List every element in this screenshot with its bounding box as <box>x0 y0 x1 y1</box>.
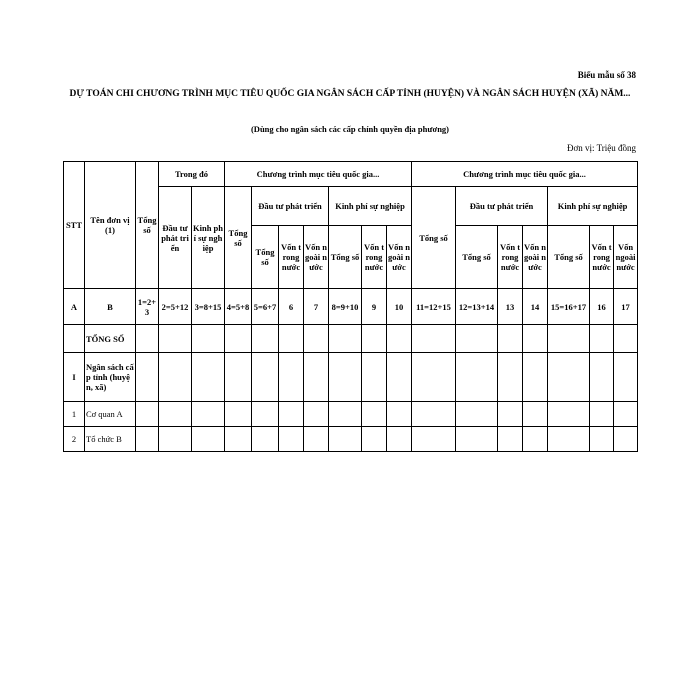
row-name: Cơ quan A <box>85 402 136 427</box>
header-p2-kp-von-trong-nuoc: Vốn trong nước <box>590 226 614 289</box>
index-cell: 7 <box>304 289 329 325</box>
index-cell: 8=9+10 <box>329 289 362 325</box>
document-subtitle: (Dùng cho ngân sách các cấp chính quyền địa phương) <box>250 124 450 134</box>
index-cell: 12=13+14 <box>456 289 498 325</box>
index-cell: 15=16+17 <box>548 289 590 325</box>
index-cell: 14 <box>523 289 548 325</box>
row-name: Ngân sách cấp tỉnh (huyện, xã) <box>85 353 136 402</box>
table-row-total <box>64 325 638 353</box>
index-cell: 4=5+8 <box>225 289 252 325</box>
header-p1-tong-so: Tổng số <box>225 187 252 289</box>
index-cell: 1=2+3 <box>136 289 159 325</box>
header-p1-kp-von-trong-nuoc: Vốn trong nước <box>362 226 387 289</box>
header-p2-dt-von-trong-nuoc: Vốn trong nước <box>498 226 523 289</box>
index-cell: 2=5+12 <box>159 289 192 325</box>
header-p2-dt-von-ngoai-nuoc: Vốn ngoài nước <box>523 226 548 289</box>
row-name: TỔNG SỐ <box>85 325 136 353</box>
index-cell: 5=6+7 <box>252 289 279 325</box>
index-cell: B <box>85 289 136 325</box>
index-cell: 16 <box>590 289 614 325</box>
header-row-1 <box>64 162 638 187</box>
index-cell: 11=12+15 <box>412 289 456 325</box>
header-p1-dt-von-ngoai-nuoc: Vốn ngoài nước <box>304 226 329 289</box>
header-program-1: Chương trình mục tiêu quốc gia... <box>225 162 412 187</box>
index-cell: A <box>64 289 85 325</box>
index-cell: 10 <box>387 289 412 325</box>
header-unit-name: Tên đơn vị (1) <box>85 162 136 289</box>
index-cell: 6 <box>279 289 304 325</box>
row-name: Tổ chức B <box>85 427 136 452</box>
header-program-2: Chương trình mục tiêu quốc gia... <box>412 162 638 187</box>
index-cell: 13 <box>498 289 523 325</box>
header-p2-dt-tong-so: Tổng số <box>456 226 498 289</box>
index-cell: 3=8+15 <box>192 289 225 325</box>
header-p2-kinh-phi: Kinh phí sự nghiệp <box>548 187 638 226</box>
header-total: Tổng số <box>136 162 159 289</box>
row-stt <box>64 325 85 353</box>
index-cell: 9 <box>362 289 387 325</box>
header-dau-tu: Đầu tư phát triển <box>159 187 192 289</box>
row-stt: I <box>64 353 85 402</box>
header-p1-dau-tu: Đầu tư phát triển <box>252 187 329 226</box>
index-cell: 17 <box>614 289 638 325</box>
header-p1-kinh-phi: Kinh phí sự nghiệp <box>329 187 412 226</box>
index-row <box>64 289 638 325</box>
header-p1-kp-von-ngoai-nuoc: Vốn ngoài nước <box>387 226 412 289</box>
table-row-organization-b <box>64 427 638 452</box>
budget-table <box>63 161 638 452</box>
header-kinh-phi: Kinh phí sự nghiệp <box>192 187 225 289</box>
unit-label: Đơn vị: Triệu đồng <box>566 143 636 153</box>
form-number: Biểu mẫu số 38 <box>577 70 636 80</box>
row-stt: 1 <box>64 402 85 427</box>
header-p1-kp-tong-so: Tổng số <box>329 226 362 289</box>
table-row-provincial <box>64 353 638 402</box>
header-stt: STT <box>64 162 85 289</box>
document-title: DỰ TOÁN CHI CHƯƠNG TRÌNH MỤC TIÊU QUỐC GIA NGÂN SÁCH CẤP TỈNH (HUYỆN) VÀ NGÂN SÁCH HUYỆN (XÃ) NĂM... <box>69 89 631 99</box>
header-p2-kp-von-ngoai-nuoc: Vốn ngoài nước <box>614 226 638 289</box>
header-p2-kp-tong-so: Tổng số <box>548 226 590 289</box>
header-p2-dau-tu: Đầu tư phát triển <box>456 187 548 226</box>
table-row-agency-a <box>64 402 638 427</box>
header-p1-dt-tong-so: Tổng số <box>252 226 279 289</box>
header-p1-dt-von-trong-nuoc: Vốn trong nước <box>279 226 304 289</box>
row-stt: 2 <box>64 427 85 452</box>
header-trong-do: Trong đó <box>159 162 225 187</box>
header-p2-tong-so: Tổng số <box>412 187 456 289</box>
